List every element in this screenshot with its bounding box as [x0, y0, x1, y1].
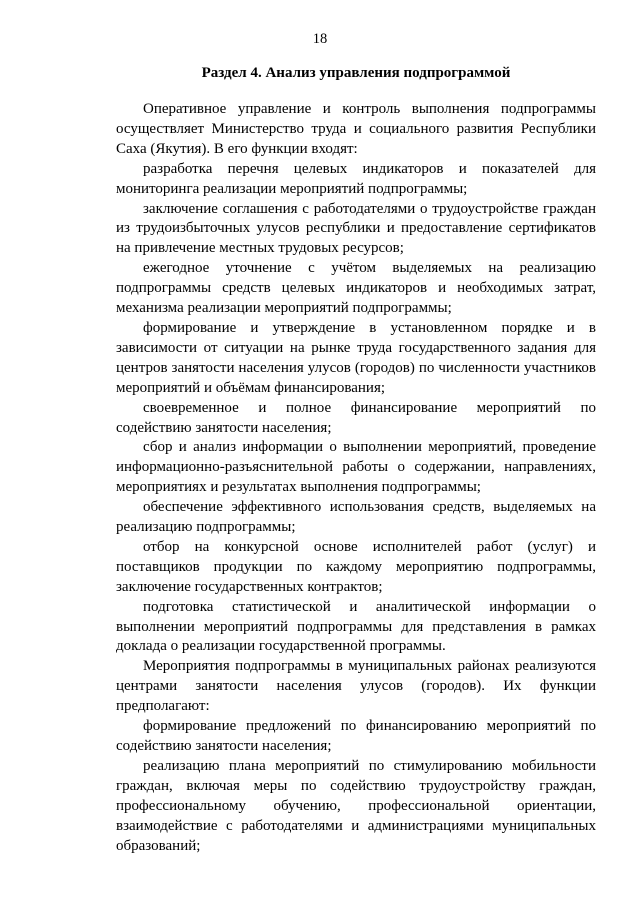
paragraph: подготовка статистической и аналитической информации о выполнении мероприятий подпрограммы для представления в рамках доклада о реализации государственной программы.: [116, 598, 596, 655]
paragraph: заключение соглашения с работодателями о трудоустройстве граждан из трудоизбыточных улусов республики и предоставление сертификатов на привлечение местных трудовых ресурсов;: [116, 200, 596, 257]
paragraph: формирование и утверждение в установленном порядке и в зависимости от ситуации на рынке труда государственного задания для центров занятости населения улусов (городов) по численности участников мероприятий и объёмам финансирования;: [116, 319, 596, 396]
paragraph: Оперативное управление и контроль выполнения подпрограммы осуществляет Министерство труда и социального развития Республики Саха (Якутия). В его функции входят:: [116, 101, 596, 157]
paragraph: обеспечение эффективного использования средств, выделяемых на реализацию подпрограммы;: [116, 499, 596, 536]
section-title: Раздел 4. Анализ управления подпрограммой: [201, 65, 511, 81]
paragraph: реализацию плана мероприятий по стимулированию мобильности граждан, включая меры по содействию трудоустройству граждан, профессиональному обучению, профессиональной ориентации, взаимодействие с работодателями и администрациями муниципальных образований;: [116, 757, 596, 854]
paragraph: отбор на конкурсной основе исполнителей работ (услуг) и поставщиков продукции по каждому мероприятию подпрограммы, заключение государственных контрактов;: [116, 538, 596, 595]
paragraph: разработка перечня целевых индикаторов и показателей для мониторинга реализации мероприятий подпрограммы;: [116, 160, 596, 197]
paragraph: Мероприятия подпрограммы в муниципальных районах реализуются центрами занятости населения улусов (городов). Их функции предполагают:: [116, 658, 596, 715]
paragraph: сбор и анализ информации о выполнении мероприятий, проведение информационно-разъяснительной работы о содержании, направлениях, мероприятиях и результатах выполнения подпрограммы;: [116, 439, 596, 496]
document-body: [116, 100, 596, 856]
paragraph: формирование предложений по финансированию мероприятий по содействию занятости населения;: [116, 718, 596, 754]
paragraph: ежегодное уточнение с учётом выделяемых на реализацию подпрограммы средств целевых индикаторов и необходимых затрат, механизма реализации мероприятий подпрограммы;: [116, 260, 596, 317]
page-number: 18: [312, 31, 328, 47]
paragraph: своевременное и полное финансирование мероприятий по содействию занятости населения;: [116, 399, 596, 436]
